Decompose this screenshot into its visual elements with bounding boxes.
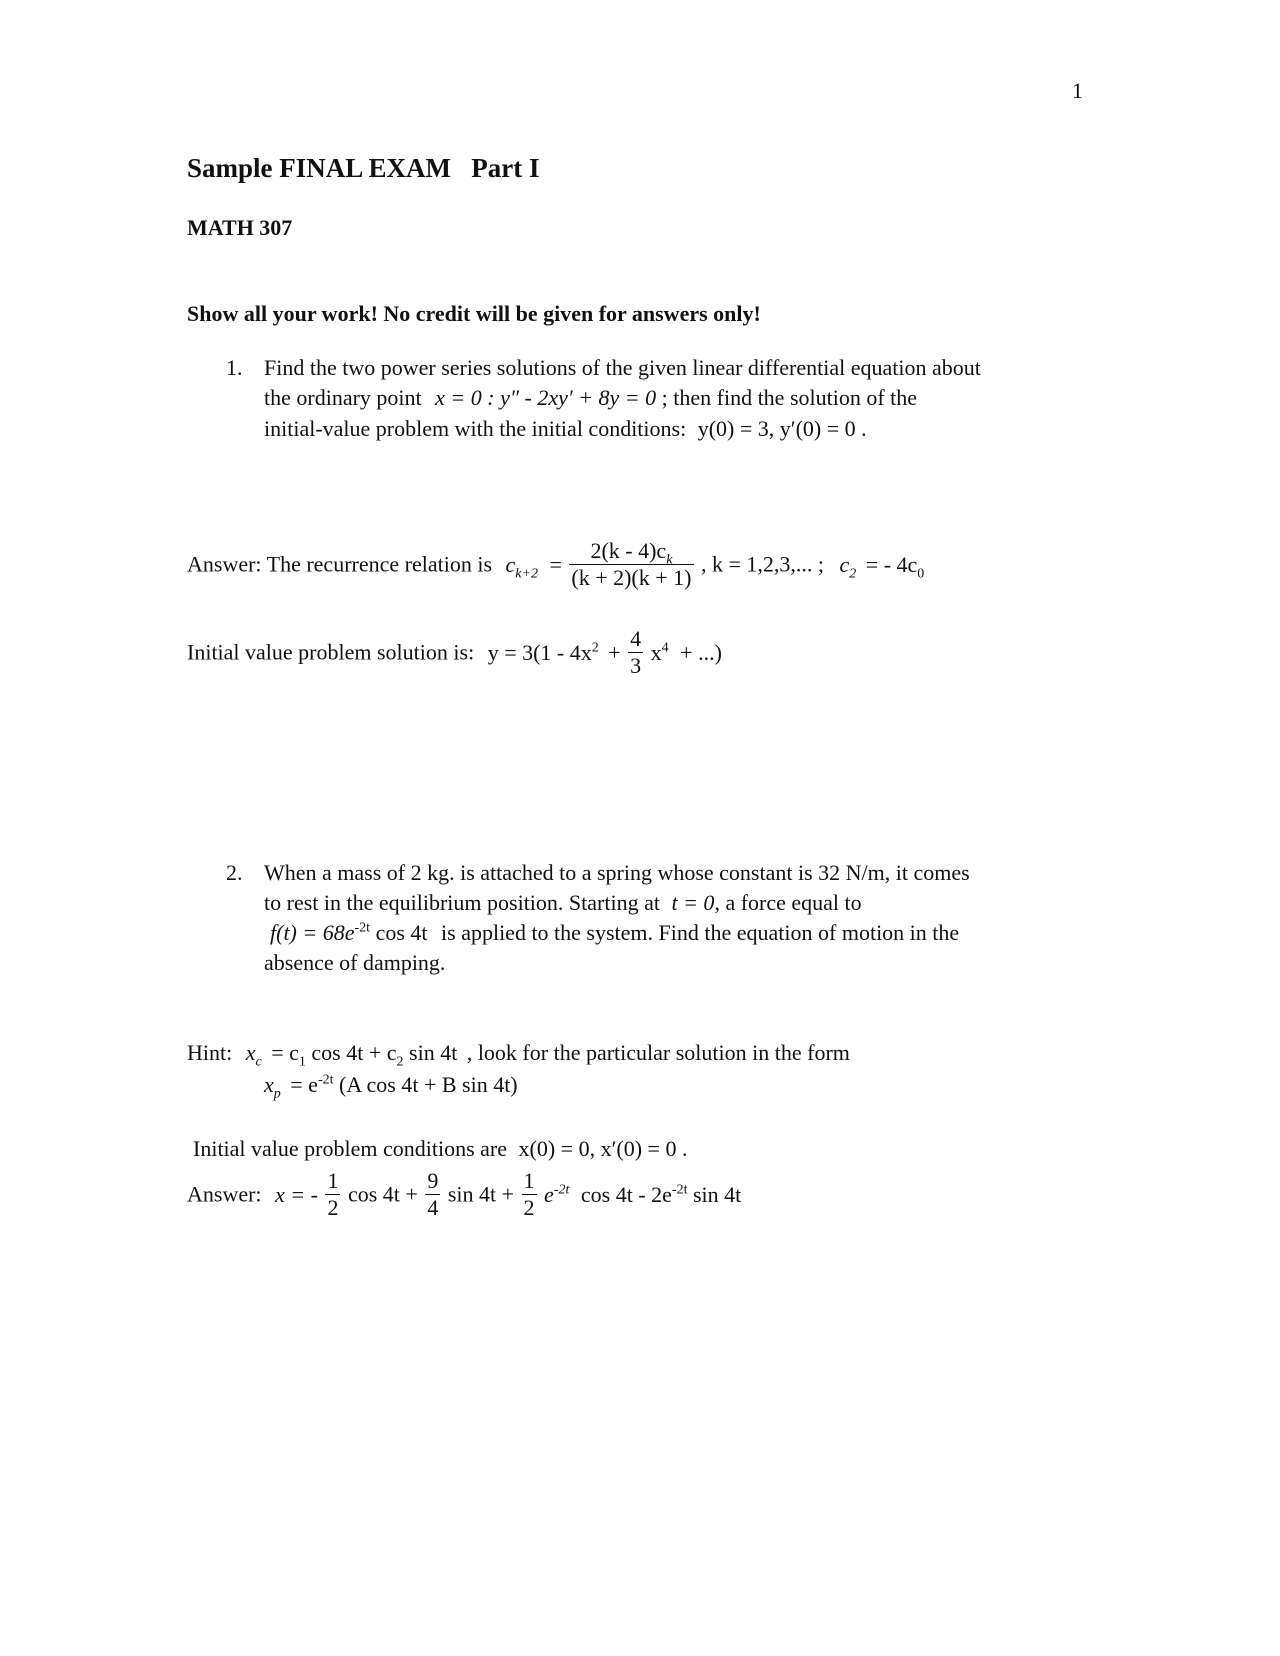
answer-1-prefix: Answer: The recurrence relation is <box>187 551 493 577</box>
ivp-1-eq-a: y = 3(1 - 4x <box>487 639 592 665</box>
problem-2-text: to rest in the equilibrium position. Starting at <box>264 890 660 915</box>
recurrence-numerator: 2(k - 4)c <box>590 538 667 563</box>
problem-2-number: 2. <box>226 860 243 885</box>
xp-rhs-b: (A cos 4t + B sin 4t) <box>339 1072 518 1097</box>
recurrence-equals: = <box>549 551 562 577</box>
answer-2-label: Answer: <box>187 1181 262 1207</box>
ivp-1-eq-b-sup: 4 <box>661 640 669 656</box>
instructions: Show all your work! No credit will be given for answers only! <box>187 301 761 326</box>
problem-2-line-2 <box>264 890 862 916</box>
problem-2-line-1: When a mass of 2 kg. is attached to a spring whose constant is 32 N/m, it comes <box>264 860 970 885</box>
problem-1-line-2 <box>264 385 917 411</box>
force-eq-sup: -2t <box>354 920 371 936</box>
ivp-1-eq-a-sup: 2 <box>591 640 599 656</box>
ivp-1-prefix: Initial value problem solution is: <box>187 639 475 665</box>
answer-2-frac-2-den: 4 <box>427 1195 439 1220</box>
ivp-1-fraction <box>628 626 643 679</box>
xp-rhs-sup: -2t <box>317 1072 334 1088</box>
answer-2-term-5: sin 4t <box>692 1181 742 1207</box>
answer-2 <box>187 1168 741 1221</box>
recurrence-lhs: c <box>505 551 516 577</box>
ivp-1-frac-den: 3 <box>630 653 642 678</box>
xp-lhs: x <box>264 1072 274 1097</box>
answer-2-frac-1-num: 1 <box>327 1168 339 1193</box>
answer-2-frac-1-den: 2 <box>327 1195 339 1220</box>
problem-1-line-1: Find the two power series solutions of the given linear differential equation about <box>264 355 981 380</box>
ivp-1-eq-b: x <box>650 639 662 665</box>
problem-1-initial-conditions: y(0) = 3, y′(0) = 0 . <box>697 416 867 441</box>
problem-1-line-3 <box>264 416 867 442</box>
ivp-1-eq-c: + ...) <box>680 639 722 665</box>
problem-2-text: , a force equal to <box>714 890 862 915</box>
ivp-1-frac-num: 4 <box>630 626 642 651</box>
exam-title: Sample FINAL EXAM Part I <box>187 153 540 183</box>
answer-2-term-3: e <box>544 1181 554 1207</box>
ivp-2-eq: x(0) = 0, x′(0) = 0 . <box>518 1136 688 1161</box>
c2-lhs-sub: 2 <box>849 565 857 581</box>
ivp-1-plus: + <box>608 639 621 665</box>
force-eq-a: f(t) = 68e <box>270 920 355 945</box>
recurrence-numerator-sub: k <box>666 552 673 568</box>
hint-rest: , look for the particular solution in the form <box>466 1040 850 1065</box>
xc-rhs-b: cos 4t + c <box>311 1040 397 1065</box>
problem-1-ode: x = 0 : y″ - 2xy′ + 8y = 0 <box>435 385 657 410</box>
hint-particular-form <box>264 1072 518 1102</box>
problem-1-text: the ordinary point <box>264 385 422 410</box>
answer-2-term-4-sup: -2t <box>671 1182 688 1198</box>
answer-2-frac-3-num: 1 <box>523 1168 535 1193</box>
xp-sub: p <box>273 1086 281 1102</box>
answer-2-frac-3 <box>522 1168 537 1221</box>
force-eq-b: cos 4t <box>375 920 428 945</box>
answer-2-frac-3-den: 2 <box>523 1195 535 1220</box>
xc-lhs: x <box>245 1040 256 1065</box>
answer-2-lhs: x = - <box>275 1181 318 1207</box>
hint-label: Hint: <box>187 1040 233 1065</box>
answer-2-frac-1 <box>325 1168 340 1221</box>
answer-2-term-3-sup: -2t <box>553 1182 570 1198</box>
recurrence-fraction <box>569 538 693 591</box>
xc-rhs-a: = c <box>271 1040 299 1065</box>
c2-rhs-sub: 0 <box>917 565 925 581</box>
answer-2-term-4: cos 4t - 2e <box>580 1181 672 1207</box>
problem-1-text: ; then find the solution of the <box>661 385 918 410</box>
problem-2-start-time: t = 0 <box>671 890 715 915</box>
xc-rhs-sub1: 1 <box>298 1054 306 1070</box>
xc-rhs-sub2: 2 <box>396 1054 404 1070</box>
hint <box>187 1040 850 1070</box>
answer-2-frac-2-num: 9 <box>427 1168 439 1193</box>
xp-rhs-a: = e <box>290 1072 318 1097</box>
ivp-1-solution <box>187 626 722 679</box>
course-code: MATH 307 <box>187 215 293 240</box>
recurrence-lhs-sub: k+2 <box>515 565 538 581</box>
page-number: 1 <box>1072 78 1083 103</box>
c2-lhs: c <box>839 551 850 577</box>
answer-2-term-1: cos 4t + <box>347 1181 418 1207</box>
problem-2-line-4: absence of damping. <box>264 950 446 975</box>
answer-2-term-2: sin 4t + <box>447 1181 515 1207</box>
ivp-2-prefix: Initial value problem conditions are <box>193 1136 508 1161</box>
recurrence-denominator: (k + 2)(k + 1) <box>571 565 692 590</box>
problem-1-number: 1. <box>226 355 243 380</box>
problem-1-text: initial-value problem with the initial conditions: <box>264 416 687 441</box>
xc-rhs-c: sin 4t <box>409 1040 458 1065</box>
problem-2-text: is applied to the system. Find the equation of motion in the <box>441 920 960 945</box>
answer-2-frac-2 <box>425 1168 440 1221</box>
ivp-2-conditions <box>193 1136 687 1162</box>
problem-2-line-3 <box>270 920 959 946</box>
xc-sub: c <box>255 1054 262 1070</box>
recurrence-k-range: , k = 1,2,3,... ; <box>701 551 825 577</box>
c2-rhs: = - 4c <box>865 551 918 577</box>
answer-1 <box>187 538 924 591</box>
